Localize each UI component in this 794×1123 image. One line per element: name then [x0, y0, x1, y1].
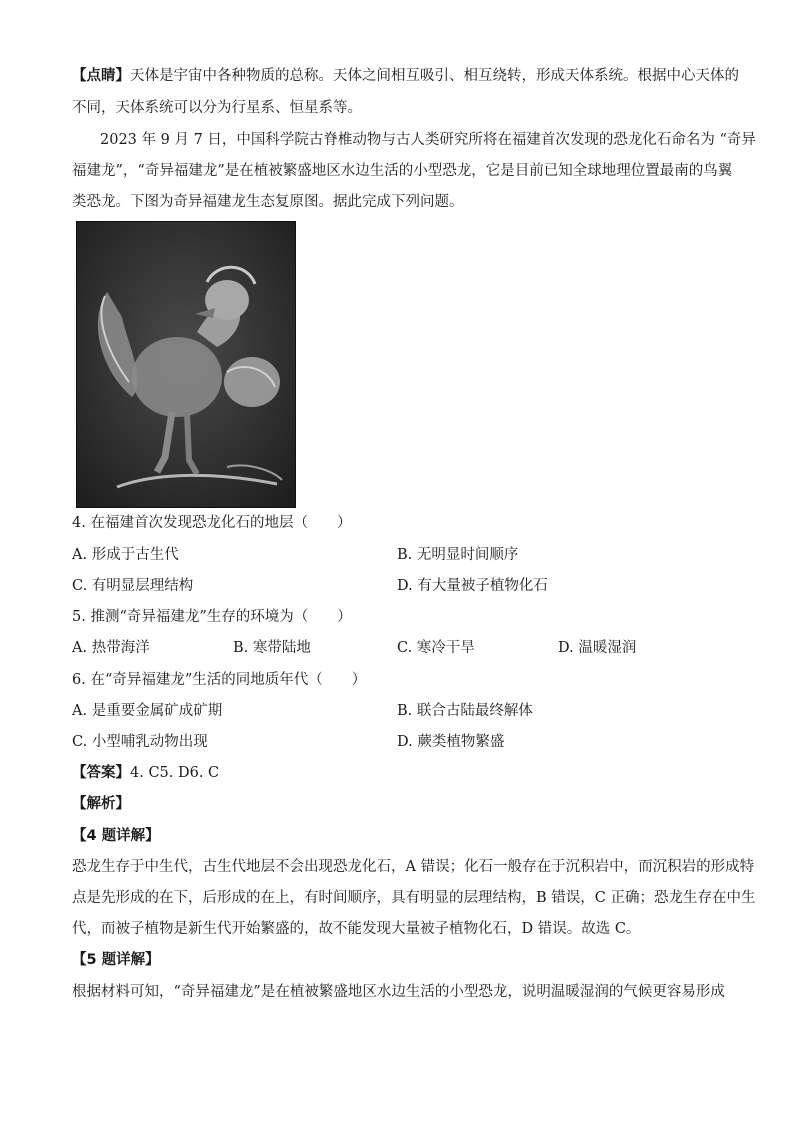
detail-4-line-1: 恐龙生存于中生代，古生代地层不会出现恐龙化石，A 错误；化石一般存在于沉积岩中，而沉积岩的形成特: [72, 859, 755, 875]
question-5-option-b: B. 寒带陆地: [233, 640, 311, 656]
question-5-option-d: D. 温暖湿润: [558, 640, 637, 656]
question-4-option-b: B. 无明显时间顺序: [397, 547, 519, 563]
material-line-3: 类恐龙。下图为奇异福建龙生态复原图。据此完成下列问题。: [72, 194, 464, 210]
question-4-stem: 4. 在福建首次发现恐龙化石的地层（ ）: [72, 515, 352, 531]
question-6-stem: 6. 在“奇异福建龙”生活的同地质年代（ ）: [72, 672, 367, 688]
question-6-option-a: A. 是重要金属矿成矿期: [72, 703, 223, 719]
dianjing-text-1: 天体是宇宙中各种物质的总称。天体之间相互吸引、相互绕转，形成天体系统。根据中心天体的: [130, 68, 739, 84]
detail-4-tag: 【4 题详解】: [72, 828, 160, 844]
question-5-option-c: C. 寒冷干旱: [397, 640, 475, 656]
question-6-option-b: B. 联合古陆最终解体: [397, 703, 533, 719]
dianjing-tag: 【点睛】: [72, 68, 130, 84]
dinosaur-reconstruction-figure: [76, 221, 296, 508]
detail-4-line-2: 点是先形成的在下，后形成的在上，有时间顺序，具有明显的层理结构，B 错误，C 正确；恐龙生存在中生: [72, 890, 756, 906]
question-4-option-a: A. 形成于古生代: [72, 547, 179, 563]
analysis-tag: 【解析】: [72, 796, 130, 812]
question-4-option-d: D. 有大量被子植物化石: [397, 578, 548, 594]
detail-4-line-3: 代，而被子植物是新生代开始繁盛的，故不能发现大量被子植物化石，D 错误。故选 C。: [72, 921, 641, 937]
answer-text: 4. C5. D6. C: [130, 765, 220, 781]
answer-tag: 【答案】: [72, 765, 130, 781]
question-4-option-c: C. 有明显层理结构: [72, 578, 194, 594]
detail-5-line-1: 根据材料可知，“奇异福建龙”是在植被繁盛地区水边生活的小型恐龙，说明温暖湿润的气候更容易形成: [72, 984, 725, 1000]
question-5-option-a: A. 热带海洋: [72, 640, 150, 656]
dianjing-line-2: 不同，天体系统可以分为行星系、恒星系等。: [72, 100, 362, 116]
question-5-stem: 5. 推测“奇异福建龙”生存的环境为（ ）: [72, 609, 352, 625]
question-6-option-d: D. 蕨类植物繁盛: [397, 734, 505, 750]
dinosaur-illustration: [77, 222, 295, 507]
dianjing-line-1: [72, 66, 739, 86]
question-6-option-c: C. 小型哺乳动物出现: [72, 734, 208, 750]
answer-line: [72, 763, 219, 783]
material-line-1: 2023 年 9 月 7 日，中国科学院古脊椎动物与古人类研究所将在福建首次发现的恐龙化石命名为 “奇异: [100, 132, 756, 148]
material-line-2: 福建龙”，“奇异福建龙”是在植被繁盛地区水边生活的小型恐龙，它是目前已知全球地理位置最南的鸟翼: [72, 163, 733, 179]
detail-5-tag: 【5 题详解】: [72, 952, 160, 968]
